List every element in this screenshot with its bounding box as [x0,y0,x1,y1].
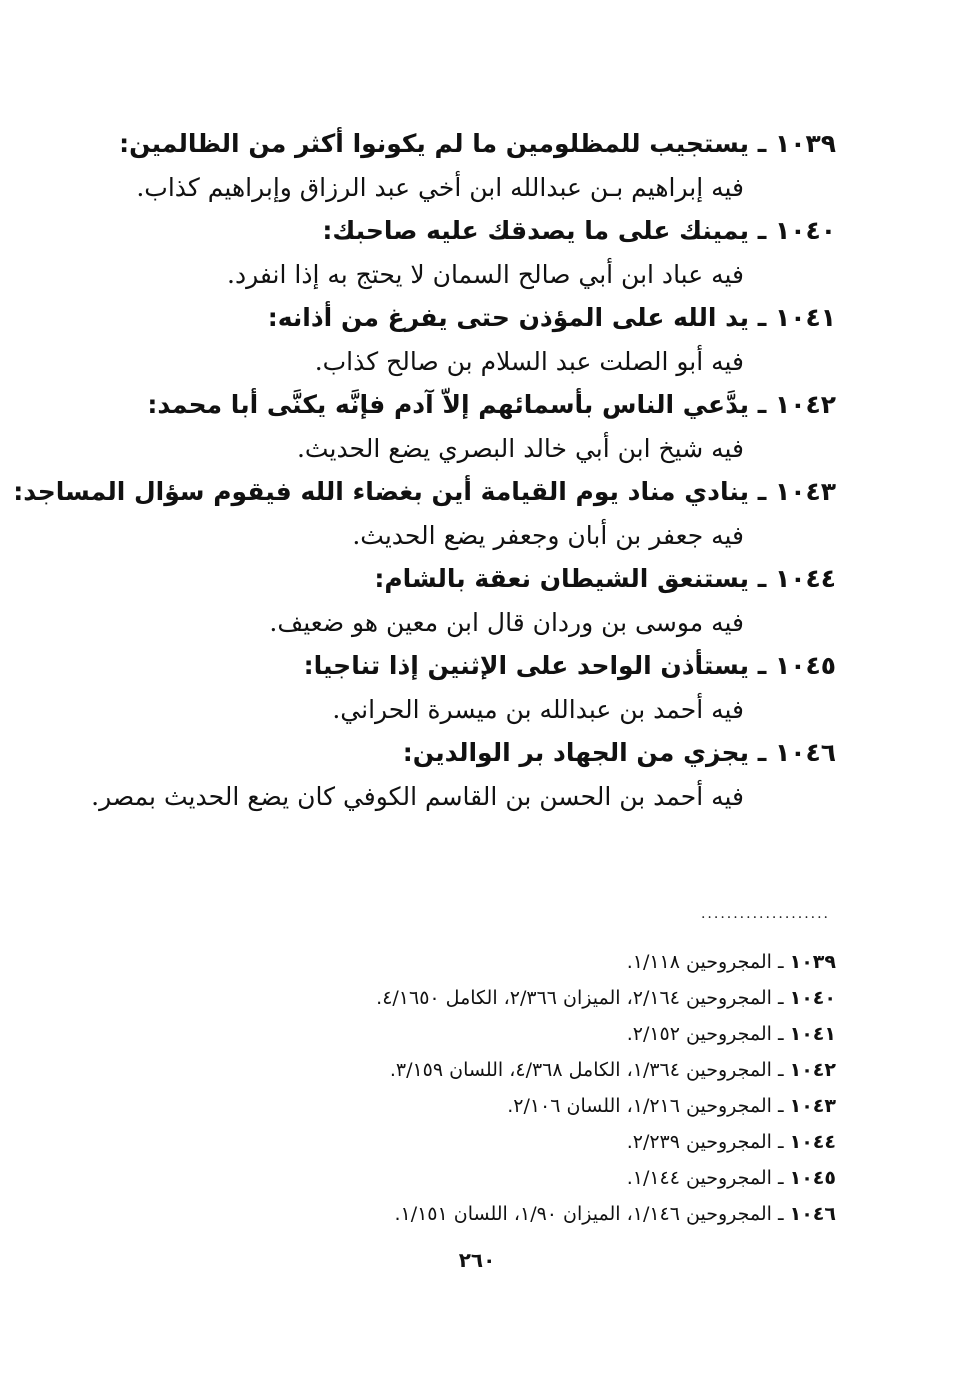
footnote-dash: ـ [777,1023,784,1045]
entry-number: ١٠٤١ [774,303,836,332]
entry-number: ١٠٤٥ [774,651,836,680]
entry-title [60,383,836,427]
entry-dash: ـ [757,651,767,680]
footnote-separator: .................... [700,906,830,920]
footnote-number: ١٠٤٤ [789,1131,836,1153]
footnote-number: ١٠٤١ [789,1023,836,1045]
footnote-number: ١٠٤٥ [789,1167,836,1189]
entry-title-text: يد الله على المؤذن حتى يفرغ من أذانه: [267,303,749,332]
entry-dash: ـ [757,129,767,158]
footnote-line [200,1160,836,1196]
footnote-line [200,1088,836,1124]
entry [60,296,836,383]
footnote-dash: ـ [777,951,784,973]
entry-title-text: يجزي من الجهاد بر الوالدين: [402,738,749,767]
entry-title-text: يستنعق الشيطان نعقة بالشام: [374,564,749,593]
entry-dash: ـ [757,738,767,767]
footnote-text: المجروحين ١/٣٦٤، الكامل ٤/٣٦٨، اللسان ٣/١٥٩. [389,1059,772,1081]
hadith-entries [13,122,836,818]
entry-body: فيه أبو الصلت عبد السلام بن صالح كذاب. [314,347,744,376]
entry-body: فيه جعفر بن أبان وجعفر يضع الحديث. [352,521,744,550]
footnote-number: ١٠٣٩ [789,951,836,973]
footnote-line [200,1196,836,1232]
entry-title-text: يمينك على ما يصدقك عليه صاحبك: [322,216,749,245]
footnote-text: المجروحين ١/١٤٦، الميزان ١/٩٠، اللسان ١/١٥١. [394,1203,772,1225]
entry-title-text: يستجيب للمظلومين ما لم يكونوا أكثر من الظالمين: [119,129,749,158]
footnote-line [200,1052,836,1088]
entry-number: ١٠٤٣ [774,477,836,506]
entry-body: فيه إبراهيم بـن عبدالله ابن أخي عبد الرزاق وإبراهيم كذاب. [136,173,744,202]
page-number: ٢٦٠ [458,1248,496,1272]
entry [60,122,836,209]
entry-title [60,644,836,688]
entry-title-text: يدَّعي الناس بأسمائهم إلاّ آدم فإنَّه يكنَّى أبا محمد: [147,390,749,419]
entry-dash: ـ [757,390,767,419]
footnote-number: ١٠٤٢ [789,1059,836,1081]
entry-body: فيه موسى بن وردان قال ابن معين هو ضعيف. [269,608,744,637]
entry-title [60,557,836,601]
footnote-text: المجروحين ١/١١٨. [626,951,772,973]
entry-body: فيه أحمد بن عبدالله بن ميسرة الحراني. [332,695,744,724]
entry [13,470,836,557]
entry [60,383,836,470]
footnote-line [200,1124,836,1160]
entry-number: ١٠٤٤ [774,564,836,593]
footnote-dash: ـ [777,1095,784,1117]
entry-title-text: يستأذن الواحد على الإثنين إذا تناجيا: [303,651,749,680]
entry-title-text: ينادي مناد يوم القيامة أين بغضاء الله فيقوم سؤال المساجد: [13,477,749,506]
entry-dash: ـ [757,477,767,506]
footnote-dash: ـ [777,1131,784,1153]
entry-title [60,731,836,775]
footnote-line [200,944,836,980]
entry-number: ١٠٤٦ [774,738,836,767]
entry [60,731,836,818]
entry-body: فيه عباد ابن أبي صالح السمان لا يحتج به إذا انفرد. [227,260,744,289]
footnote-dash: ـ [777,1203,784,1225]
entry [60,209,836,296]
footnote-number: ١٠٤٦ [789,1203,836,1225]
entry-dash: ـ [757,564,767,593]
footnote-text: المجروحين ٢/١٦٤، الميزان ٢/٣٦٦، الكامل ٤/١٦٥٠. [376,987,772,1009]
footnote-dash: ـ [777,1167,784,1189]
entry-number: ١٠٤٢ [774,390,836,419]
footnotes [200,944,836,1232]
footnote-dash: ـ [777,987,784,1009]
entry-body: فيه شيخ ابن أبي خالد البصري يضع الحديث. [296,434,744,463]
footnote-number: ١٠٤٠ [789,987,836,1009]
footnote-text: المجروحين ١/١٤٤. [626,1167,772,1189]
footnote-text: المجروحين ٢/٢٣٩. [626,1131,772,1153]
entry-title [13,470,836,514]
entry [60,557,836,644]
entry [60,644,836,731]
entry-dash: ـ [757,216,767,245]
entry-number: ١٠٤٠ [774,216,836,245]
footnote-text: المجروحين ١/٢١٦، اللسان ٢/١٠٦. [507,1095,772,1117]
footnote-number: ١٠٤٣ [789,1095,836,1117]
entry-title [60,296,836,340]
entry-title [60,209,836,253]
entry-dash: ـ [757,303,767,332]
footnote-line [200,1016,836,1052]
footnote-text: المجروحين ٢/١٥٢. [626,1023,772,1045]
entry-title [60,122,836,166]
entry-number: ١٠٣٩ [774,129,836,158]
footnote-dash: ـ [777,1059,784,1081]
entry-body: فيه أحمد بن الحسن بن القاسم الكوفي كان يضع الحديث بمصر. [91,782,744,811]
footnote-line [200,980,836,1016]
